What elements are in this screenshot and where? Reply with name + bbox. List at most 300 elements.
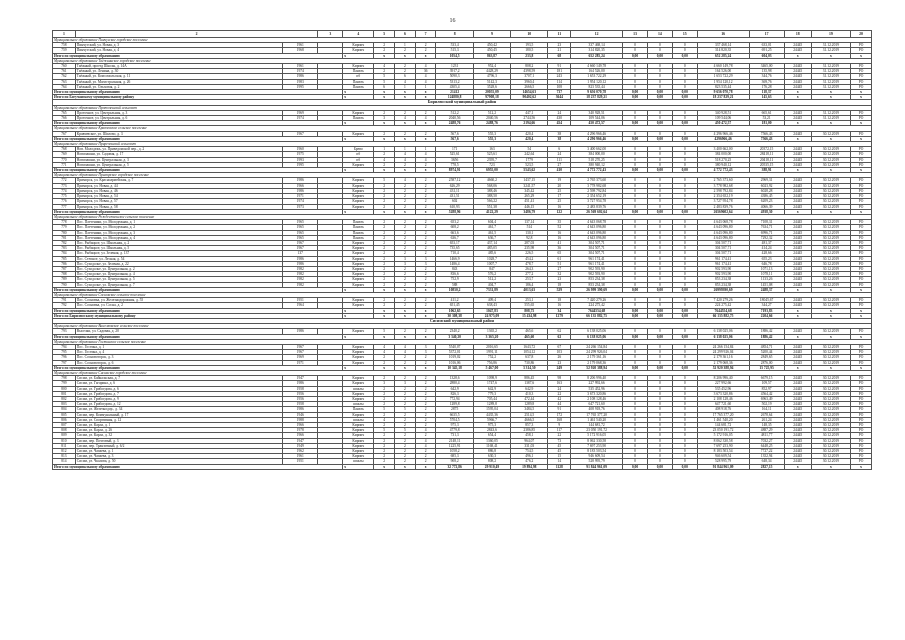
subtotal-cell: 450 472,57: [571, 121, 623, 126]
table-cell: 6 138 025,06: [697, 329, 749, 334]
table-cell: 2: [415, 204, 436, 209]
address-cell: Пос. Гостина, д. 1: [75, 344, 282, 349]
subtotal-cell: 0,00: [672, 136, 697, 141]
table-cell: 24445: [784, 277, 811, 282]
table-cell: 0: [647, 235, 672, 240]
table-cell: 24445: [784, 329, 811, 334]
column-number: 5: [374, 31, 395, 38]
table-cell: 4 660 149,78: [697, 64, 749, 69]
table-cell: 665,61: [749, 110, 784, 115]
table-cell: 30.12.2019: [811, 423, 850, 428]
table-cell: 763: [53, 79, 76, 84]
table-cell: 51: [548, 261, 571, 266]
table-cell: 337 468,14: [571, 43, 623, 48]
subtotal-cell: 9 656 070,78: [571, 90, 623, 95]
subtotal-cell: 2488,37: [749, 287, 784, 292]
table-cell: 4: [395, 152, 416, 157]
subtotal-cell: 863,87: [473, 53, 510, 58]
table-cell: 30.12.2019: [811, 225, 850, 230]
table-cell: РО: [851, 261, 872, 266]
table-cell: 512,2: [436, 110, 473, 115]
table-cell: 3960,4: [511, 79, 548, 84]
section-heading: Муниципальное образование Сосновское сельское поселение: [53, 292, 872, 297]
table-cell: РО: [851, 402, 872, 407]
table-cell: РО: [851, 199, 872, 204]
table-cell: 1289,8: [511, 402, 548, 407]
table-cell: 2: [415, 449, 436, 454]
table-cell: 2: [415, 110, 436, 115]
table-cell: 1058,2: [436, 449, 473, 454]
table-cell: 30.12.2019: [811, 391, 850, 396]
table-cell: 0: [672, 423, 697, 428]
table-cell: 314 820,35: [571, 48, 623, 53]
subtotal-cell: x: [374, 121, 395, 126]
subtotal-cell: x: [415, 53, 436, 58]
table-cell: 0: [623, 251, 648, 256]
table-cell: 2: [415, 407, 436, 412]
address-cell: Пос. Плетеники, ул. Молодежная, д. 1: [75, 220, 282, 225]
table-cell: 0: [623, 246, 648, 251]
table-cell: 0: [647, 417, 672, 422]
table-cell: 0: [647, 246, 672, 251]
table-cell: 2: [374, 355, 395, 360]
table-cell: 518 270,25: [571, 157, 623, 162]
table-cell: РО: [851, 110, 872, 115]
table-cell: 6963,49: [749, 397, 784, 402]
table-cell: 730,86: [511, 360, 548, 365]
table-cell: 803: [53, 402, 76, 407]
table-cell: 528 995,79: [571, 459, 623, 464]
table-cell: 1 954 120,12: [571, 79, 623, 84]
table-cell: Кирпич: [343, 423, 374, 428]
table-cell: 0: [672, 230, 697, 235]
table-cell: 24 299 926,04: [571, 350, 623, 355]
table-cell: 765: [53, 110, 76, 115]
table-cell: 340 928,51: [571, 110, 623, 115]
section-heading: Муниципальное образование Приморское городское поселение: [53, 173, 872, 178]
table-cell: 17 765 377,20: [697, 412, 749, 417]
table-cell: 2: [374, 220, 395, 225]
table-cell: 7032,27: [749, 438, 784, 443]
table-cell: 3 778 982,68: [697, 183, 749, 188]
table-cell: 0: [647, 256, 672, 261]
table-cell: 655,23: [749, 256, 784, 261]
table-cell: РО: [851, 69, 872, 74]
table-cell: 91: [548, 64, 571, 69]
table-cell: 1974: [283, 116, 318, 121]
table-cell: 0: [623, 240, 648, 245]
table-cell: 414,24: [749, 246, 784, 251]
table-cell: Кирпич: [343, 438, 374, 443]
table-cell: 787: [53, 266, 76, 271]
subtotal-cell: х: [851, 90, 872, 95]
subtotal-cell: x: [395, 90, 416, 95]
subtotal-cell: x: [343, 313, 374, 318]
table-cell: 2: [415, 303, 436, 308]
table-cell: Панель: [343, 79, 374, 84]
table-cell: РО: [851, 251, 872, 256]
subtotal-cell: 465,60: [511, 334, 548, 339]
table-cell: 24445: [784, 355, 811, 360]
table-cell: 24445: [784, 298, 811, 303]
subtotal-cell: x: [415, 136, 436, 141]
table-cell: 0: [672, 147, 697, 152]
address-cell: Нов. Молодежь, ул. Приведомской пер., д. 2: [75, 147, 282, 152]
table-cell: 2: [415, 454, 436, 459]
table-cell: 181: [548, 69, 571, 74]
table-cell: 2843,6: [473, 428, 510, 433]
table-cell: 408 918,76: [697, 407, 749, 412]
table-cell: 163: [548, 381, 571, 386]
table-cell: 781: [53, 235, 76, 240]
subtotal-cell: 0,00: [672, 308, 697, 313]
subtotal-cell: 0,00: [623, 365, 648, 370]
subtotal-cell: 14654,63: [511, 90, 548, 95]
subtotal-cell: x: [415, 365, 436, 370]
address-cell: Таёжный, проезд Школы, д. 14А: [75, 64, 282, 69]
subtotal-cell: 91 844 961,09: [697, 464, 749, 469]
subtotal-cell: 410: [548, 168, 571, 173]
table-cell: 0: [647, 199, 672, 204]
table-cell: 0: [647, 225, 672, 230]
table-cell: 2: [415, 183, 436, 188]
table-cell: Кирпич: [343, 43, 374, 48]
table-cell: 1958: [283, 402, 318, 407]
table-cell: 19: [548, 178, 571, 183]
subtotal-cell: 10850,2: [436, 287, 473, 292]
table-cell: 24445: [784, 147, 811, 152]
table-cell: 5: [395, 428, 416, 433]
section-heading: Муниципальное образование Гостинское сельское поселение: [53, 339, 872, 344]
subtotal-cell: 1062,65: [436, 308, 473, 313]
table-cell: 3: [415, 350, 436, 355]
table-cell: 0: [623, 443, 648, 448]
table-cell: 4066,39: [749, 204, 784, 209]
subtotal-cell: x: [374, 168, 395, 173]
table-cell: 420,4: [511, 131, 548, 136]
table-cell: РО: [851, 397, 872, 402]
table-cell: 7 420 279,26: [697, 298, 749, 303]
table-cell: 30.12.2019: [811, 397, 850, 402]
table-cell: 1961: [283, 64, 318, 69]
table-cell: 25: [548, 188, 571, 193]
subtotal-cell: x: [374, 313, 395, 318]
subtotal-cell: 3 365,20: [473, 334, 510, 339]
table-cell: 5: [374, 178, 395, 183]
table-cell: Кирпич: [343, 433, 374, 438]
table-cell: 0: [672, 433, 697, 438]
table-cell: 2: [415, 235, 436, 240]
table-cell: 1986: [283, 329, 318, 334]
table-cell: 164 526,00: [571, 69, 623, 74]
subtotal-cell: х: [811, 121, 850, 126]
table-cell: Кирпич: [343, 131, 374, 136]
table-cell: РО: [851, 204, 872, 209]
subtotal-label: Итого по муниципальному образованию: [53, 334, 343, 339]
table-cell: РО: [851, 152, 872, 157]
subtotal-cell: 808,75: [511, 308, 548, 313]
subtotal-cell: х: [811, 287, 850, 292]
table-cell: 710,4: [436, 251, 473, 256]
table-cell: 54: [511, 147, 548, 152]
table-cell: 6: [395, 74, 416, 79]
table-cell: 2: [395, 433, 416, 438]
table-cell: 0: [672, 110, 697, 115]
table-cell: 24445: [784, 360, 811, 365]
table-cell: 0: [623, 459, 648, 464]
table-cell: 264,3: [511, 266, 548, 271]
table-cell: 5: [374, 428, 395, 433]
table-cell: 764: [53, 84, 76, 89]
table-cell: 30.12.2019: [811, 246, 850, 251]
table-cell: 782: [53, 240, 76, 245]
subtotal-cell: x: [343, 287, 374, 292]
table-cell: 1956: [283, 391, 318, 396]
table-cell: 663,6: [436, 230, 473, 235]
table-cell: 604,4: [473, 220, 510, 225]
table-cell: 4: [395, 79, 416, 84]
table-cell: 461,7: [473, 225, 510, 230]
table-cell: 1: [415, 147, 436, 152]
table-cell: РО: [851, 84, 872, 89]
table-cell: 0: [623, 79, 648, 84]
table-cell: Панель: [343, 407, 374, 412]
table-cell: 24445: [784, 79, 811, 84]
table-cell: 30.12.2019: [811, 204, 850, 209]
table-cell: 1168,41: [473, 443, 510, 448]
table-cell: 24445: [784, 459, 811, 464]
address-cell: Сисим, ул. Железнодор., д. 34: [75, 407, 282, 412]
table-cell: 796: [53, 355, 76, 360]
table-cell: 2875: [436, 407, 473, 412]
subtotal-cell: 62: [548, 334, 571, 339]
table-cell: РО: [851, 381, 872, 386]
table-cell: 24 299 926,04: [697, 350, 749, 355]
table-cell: 2: [395, 391, 416, 396]
column-number: 17: [749, 31, 784, 38]
section-heading: Муниципальное образование Выселковское сельское поселение: [53, 324, 872, 329]
table-cell: 164 526,00: [697, 69, 749, 74]
subtotal-cell: х: [784, 287, 811, 292]
table-cell: 24445: [784, 386, 811, 391]
subtotal-cell: 181,00: [749, 121, 784, 126]
table-cell: 2: [415, 412, 436, 417]
table-cell: 447,1: [511, 110, 548, 115]
subtotal-cell: 145,63: [749, 95, 784, 100]
table-cell: 908,2: [436, 459, 473, 464]
table-cell: 6: [548, 147, 571, 152]
subtotal-cell: 6 138 025,06: [571, 334, 623, 339]
table-cell: 2: [374, 277, 395, 282]
table-cell: 67: [548, 344, 571, 349]
table-cell: 4: [374, 344, 395, 349]
table-cell: 0: [647, 428, 672, 433]
table-cell: 2: [374, 43, 395, 48]
table-cell: 4 643 096,80: [571, 235, 623, 240]
table-cell: РО: [851, 246, 872, 251]
table-cell: 4: [415, 157, 436, 162]
table-cell: 4: [415, 74, 436, 79]
table-cell: РО: [851, 376, 872, 381]
table-cell: 1 461 540,20: [571, 417, 623, 422]
section-heading: Муниципальное образование Пинчугское городское поселение: [53, 38, 872, 43]
table-cell: 2: [374, 282, 395, 287]
table-cell: 3 778 982,68: [571, 183, 623, 188]
column-number: 7: [415, 31, 436, 38]
table-cell: 24445: [784, 194, 811, 199]
table-cell: 465,6: [511, 329, 548, 334]
table-cell: 2: [395, 376, 416, 381]
table-cell: 30.12.2019: [811, 152, 850, 157]
district-heading: Бирилюсский муниципальный район: [53, 100, 872, 105]
table-cell: 0: [623, 225, 648, 230]
table-cell: 0: [623, 391, 648, 396]
subtotal-cell: x: [415, 308, 436, 313]
table-cell: 428,66: [749, 251, 784, 256]
table-cell: РО: [851, 116, 872, 121]
subtotal-cell: 4 772 772,43: [697, 168, 749, 173]
table-cell: 0: [672, 157, 697, 162]
table-cell: 44: [548, 402, 571, 407]
table-cell: 24445: [784, 350, 811, 355]
subtotal-cell: x: [374, 136, 395, 141]
table-cell: 30.12.2019: [811, 240, 850, 245]
table-cell: 0: [623, 344, 648, 349]
table-cell: 30.12.2019: [811, 381, 850, 386]
table-cell: 30.12.2019: [811, 230, 850, 235]
table-cell: 2: [415, 194, 436, 199]
table-cell: 8 206 996,40: [697, 376, 749, 381]
table-cell: 2: [415, 240, 436, 245]
table-cell: 0: [623, 454, 648, 459]
table-cell: РО: [851, 298, 872, 303]
table-cell: 31.12.2019: [811, 48, 850, 53]
table-cell: 758: [53, 43, 76, 48]
table-cell: 36: [415, 69, 436, 74]
subtotal-label: Итого по муниципальному образованию: [53, 136, 343, 141]
table-cell: 535 452,96: [571, 386, 623, 391]
table-cell: 24: [548, 152, 571, 157]
table-cell: 0: [647, 157, 672, 162]
table-cell: РО: [851, 256, 872, 261]
table-cell: 2: [395, 282, 416, 287]
address-cell: Новопашни, ул. Садовая, д. 17: [75, 152, 282, 157]
table-cell: РО: [851, 391, 872, 396]
table-cell: 2 179 361,16: [697, 355, 749, 360]
address-cell: Сисим, ул. Карла, д. 1: [75, 423, 282, 428]
subtotal-cell: 1886,42: [749, 334, 784, 339]
table-cell: 30.12.2019: [811, 261, 850, 266]
table-cell: 14: [548, 459, 571, 464]
table-cell: 0: [672, 246, 697, 251]
table-cell: 1967: [283, 350, 318, 355]
table-cell: 1289,8: [473, 402, 510, 407]
address-cell: Проточное, ул. Центральная, д. 3: [75, 110, 282, 115]
table-cell: 171: [436, 147, 473, 152]
table-cell: 2: [395, 266, 416, 271]
table-cell: 461,5: [473, 230, 510, 235]
table-cell: 18045,67: [749, 298, 784, 303]
table-cell: 2: [395, 69, 416, 74]
table-cell: 0: [623, 397, 648, 402]
table-cell: РО: [851, 417, 872, 422]
table-cell: 767: [53, 131, 76, 136]
table-cell: 0: [672, 64, 697, 69]
subtotal-cell: x: [374, 464, 395, 469]
table-cell: 515,3: [436, 48, 473, 53]
subtotal-cell: x: [374, 365, 395, 370]
table-cell: 24445: [784, 428, 811, 433]
table-cell: 0: [623, 152, 648, 157]
table-cell: 5142,3: [473, 79, 510, 84]
table-cell: 788: [53, 272, 76, 277]
table-cell: 0: [672, 282, 697, 287]
subtotal-cell: х: [784, 90, 811, 95]
table-cell: 109 544,06: [571, 116, 623, 121]
column-number: 1: [53, 31, 76, 38]
table-cell: РО: [851, 386, 872, 391]
subtotal-cell: х: [811, 308, 850, 313]
table-cell: 30.12.2019: [811, 272, 850, 277]
subtotal-cell: х: [784, 121, 811, 126]
table-cell: Кирпич: [343, 194, 374, 199]
table-cell: 4: [395, 344, 416, 349]
table-cell: 16: [548, 235, 571, 240]
subtotal-cell: х: [811, 209, 850, 214]
subtotal-cell: 0,00: [647, 136, 672, 141]
subtotal-cell: 7193,83: [749, 308, 784, 313]
table-cell: 2: [374, 272, 395, 277]
table-cell: 0: [647, 230, 672, 235]
table-cell: 648,34: [749, 459, 784, 464]
subtotal-cell: х: [784, 365, 811, 370]
table-cell: 109 544,06: [697, 116, 749, 121]
table-cell: 1595,04: [473, 407, 510, 412]
table-cell: РО: [851, 157, 872, 162]
table-cell: РО: [851, 282, 872, 287]
table-cell: 0: [647, 407, 672, 412]
subtotal-cell: 450 472,57: [697, 121, 749, 126]
subtotal-cell: 0,00: [623, 308, 648, 313]
table-cell: РО: [851, 277, 872, 282]
table-cell: Кирпич: [343, 443, 374, 448]
subtotal-cell: 30 308,38: [436, 313, 473, 318]
table-cell: 3484,5: [511, 407, 548, 412]
table-cell: 16: [548, 230, 571, 235]
subtotal-cell: 0,00: [623, 90, 648, 95]
table-cell: 886,8: [473, 449, 510, 454]
table-cell: 45: [548, 443, 571, 448]
table-cell: 0: [647, 131, 672, 136]
table-cell: 0: [647, 402, 672, 407]
table-cell: 5372,01: [436, 350, 473, 355]
district-heading: Сисимский муниципальный район: [53, 318, 872, 323]
table-cell: 454,2: [511, 256, 548, 261]
table-cell: 24445: [784, 433, 811, 438]
table-cell: РО: [851, 266, 872, 271]
table-cell: 3 400 662,00: [697, 147, 749, 152]
table-cell: 784: [53, 251, 76, 256]
column-number: 9: [473, 31, 510, 38]
table-cell: 0: [647, 397, 672, 402]
subtotal-cell: 122: [548, 209, 571, 214]
table-cell: РО: [851, 162, 872, 167]
table-cell: 0: [672, 251, 697, 256]
table-cell: 1028,7: [473, 256, 510, 261]
table-cell: РО: [851, 194, 872, 199]
table-cell: 528 995,79: [697, 459, 749, 464]
table-cell: 2: [395, 240, 416, 245]
